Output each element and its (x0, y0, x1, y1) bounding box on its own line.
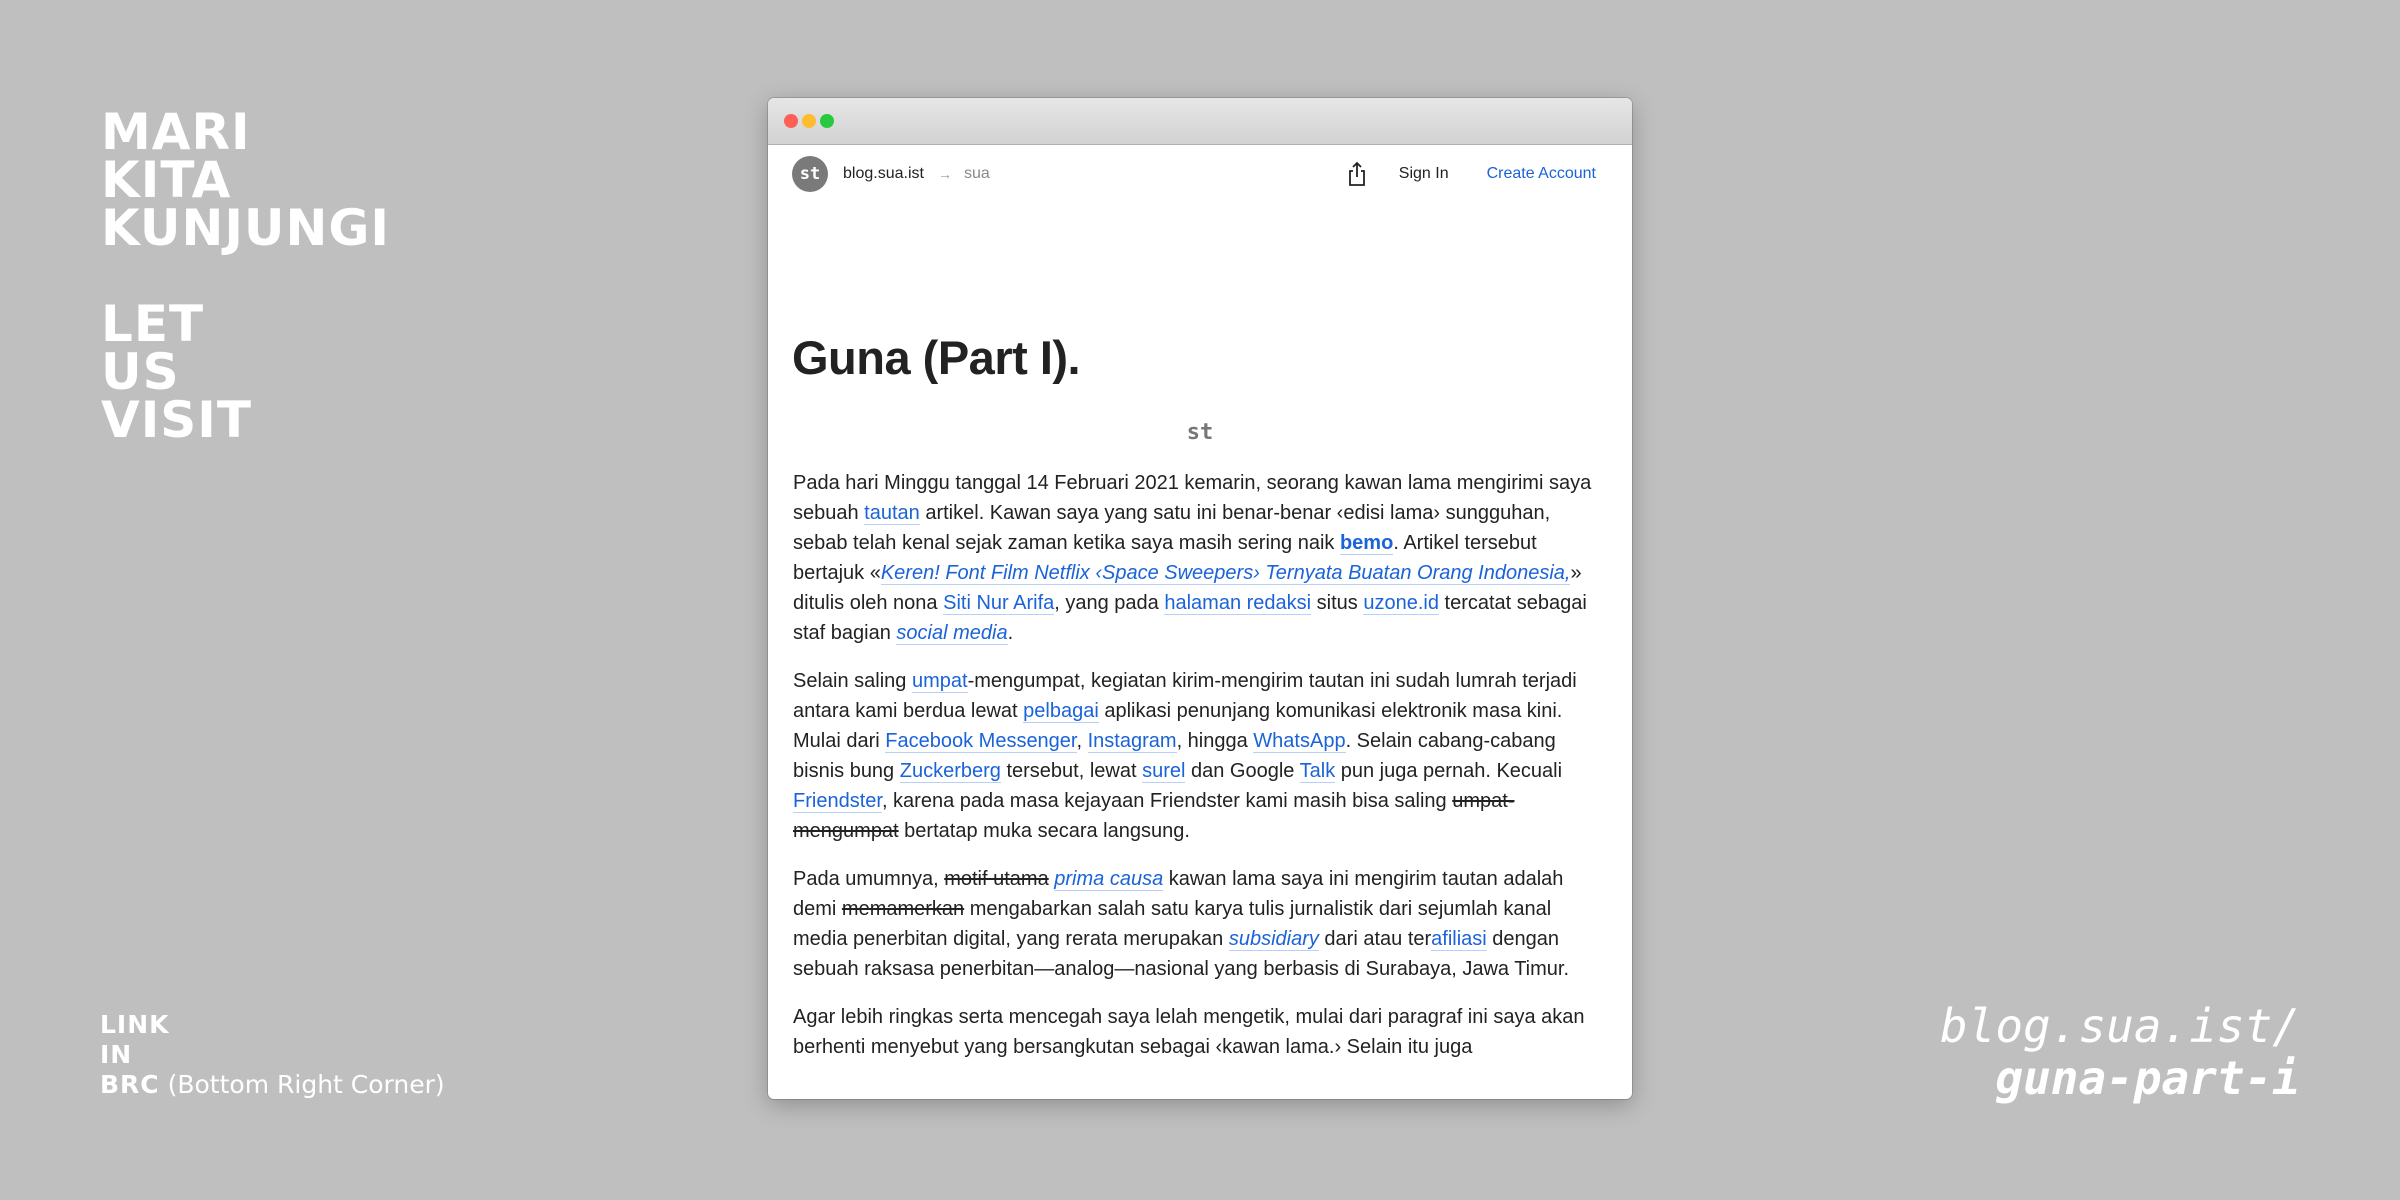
paragraph-text: . Selain cabang-cabang bisnis bung (793, 730, 1556, 782)
article-body (793, 468, 1607, 1080)
inline-link[interactable]: subsidiary (1228, 928, 1319, 950)
site-header (792, 156, 1596, 192)
headline-line: US (101, 343, 180, 401)
paragraph-text: . Artikel tersebut bertajuk « (793, 532, 1537, 584)
inline-link[interactable]: Instagram (1087, 730, 1177, 752)
url-domain: blog.sua.ist/ (1939, 999, 2300, 1053)
paragraph-text: pun juga pernah. Kecuali (1335, 760, 1563, 782)
inline-link[interactable]: Keren! Font Film Netflix ‹Space Sweepers› Ternyata Buatan Orang Indonesia, (880, 562, 1571, 584)
paragraph-text: tersebut, lewat (1000, 760, 1143, 782)
paragraph-text: artikel. Kawan saya yang satu ini benar-benar ‹edisi lama› sungguhan, sebab telah kenal sejak zaman ketika saya masih sering naik (793, 502, 1551, 554)
paragraph-text: tercatat sebagai staf bagian (793, 592, 1587, 644)
link-line: IN (100, 1040, 133, 1069)
sign-in-link[interactable]: Sign In (1398, 165, 1449, 182)
paragraph-text: dan Google (1185, 760, 1300, 782)
inline-link[interactable]: surel (1142, 760, 1186, 782)
paragraph-text: mengabarkan salah satu karya tulis jurnalistik dari sejumlah kanal media penerbitan digital, yang rerata merupakan (793, 898, 1552, 950)
paragraph-text: dari atau ter (1318, 928, 1432, 950)
headline-line: LET (101, 295, 205, 353)
paragraph-text: situs (1311, 592, 1364, 614)
inline-link[interactable]: WhatsApp (1253, 730, 1346, 752)
paragraph-text: bertatap muka secara langsung. (898, 820, 1190, 842)
inline-link[interactable]: social media (896, 622, 1008, 644)
close-window-button[interactable] (784, 114, 798, 128)
link-in-corner-note (100, 1010, 445, 1100)
paragraph-text: Agar lebih ringkas serta mencegah saya lelah mengetik, mulai dari paragraf ini saya akan berhenti menyebut yang bersangkutan sebagai ‹kawan lama.› Selain itu juga (793, 1006, 1585, 1058)
paragraph-text: , hingga (1176, 730, 1254, 752)
paragraph-text: dengan sebuah raksasa penerbitan—analog—nasional yang berbasis di Surabaya, Jawa Timur. (793, 928, 1570, 980)
inline-link[interactable]: uzone.id (1363, 592, 1439, 614)
link-line: BRC (100, 1070, 160, 1099)
paragraph-text: Pada umumnya, (793, 868, 945, 890)
post-url (1940, 1000, 2300, 1104)
inline-link[interactable]: Friendster (793, 790, 882, 812)
inline-link[interactable]: afiliasi (1431, 928, 1487, 950)
paragraph-text: kawan lama saya ini mengirim tautan adalah demi (793, 868, 1564, 920)
headline-line: KITA (101, 151, 232, 209)
inline-link[interactable]: Siti Nur Arifa (943, 592, 1055, 614)
title-bar (768, 98, 1632, 145)
inline-link[interactable]: halaman redaksi (1164, 592, 1312, 614)
inline-link[interactable]: tautan (864, 502, 920, 524)
paragraph-text: , (1076, 730, 1088, 752)
headline-english (101, 295, 253, 449)
headline-line: VISIT (101, 391, 253, 449)
minimize-window-button[interactable] (802, 114, 816, 128)
inline-link[interactable]: Facebook Messenger (885, 730, 1077, 752)
inline-link[interactable]: pelbagai (1023, 700, 1099, 722)
inline-link[interactable]: Zuckerberg (899, 760, 1001, 782)
article-title: Guna (Part I). (792, 331, 1081, 384)
blog-mark-icon: st (1186, 420, 1214, 445)
browser-window (768, 98, 1632, 1099)
paragraph-text: aplikasi penunjang komunikasi elektronik masa kini. Mulai dari (793, 700, 1563, 752)
url-slug: guna-part-i (1995, 1051, 2300, 1105)
strikethrough-text: umpat-mengumpat (793, 790, 1515, 842)
blog-logo-avatar[interactable]: st (792, 156, 828, 192)
create-account-link[interactable]: Create Account (1486, 165, 1596, 182)
arrow-right-icon: → (937, 166, 952, 182)
article-paragraph (793, 666, 1607, 846)
zoom-window-button[interactable] (820, 114, 834, 128)
article-paragraph (793, 864, 1607, 984)
paragraph-text: -mengumpat, kegiatan kirim-mengirim tautan ini sudah lumrah terjadi antara kami berdua lewat (793, 670, 1577, 722)
inline-link[interactable]: prima causa (1054, 868, 1164, 890)
paragraph-text: , yang pada (1054, 592, 1165, 614)
link-note: (Bottom Right Corner) (159, 1070, 445, 1099)
paragraph-text: , karena pada masa kejayaan Friendster kami masih bisa saling (881, 790, 1453, 812)
paragraph-text: Selain saling (793, 670, 912, 692)
paragraph-text: » ditulis oleh nona (793, 562, 1582, 614)
paragraph-text: Pada hari Minggu tanggal 14 Februari 2021 kemarin, seorang kawan lama mengirimi saya sebuah (793, 472, 1592, 524)
inline-link[interactable]: bemo (1339, 532, 1394, 554)
inline-link[interactable]: umpat (911, 670, 968, 692)
inline-link[interactable]: Talk (1299, 760, 1336, 782)
headline-indonesian (101, 103, 391, 257)
article-paragraph (793, 1002, 1607, 1062)
site-link[interactable]: blog.sua.ist (843, 165, 924, 182)
headline-line: MARI (101, 103, 251, 161)
link-line: LINK (100, 1010, 170, 1039)
share-icon[interactable] (1345, 161, 1369, 187)
paragraph-text: . (1007, 622, 1014, 644)
strikethrough-text: motif utama (944, 868, 1049, 890)
strikethrough-text: memamerkan (841, 898, 965, 920)
breadcrumb-author[interactable]: sua (963, 165, 990, 182)
headline-line: KUNJUNGI (101, 199, 391, 257)
article-paragraph (793, 468, 1607, 648)
